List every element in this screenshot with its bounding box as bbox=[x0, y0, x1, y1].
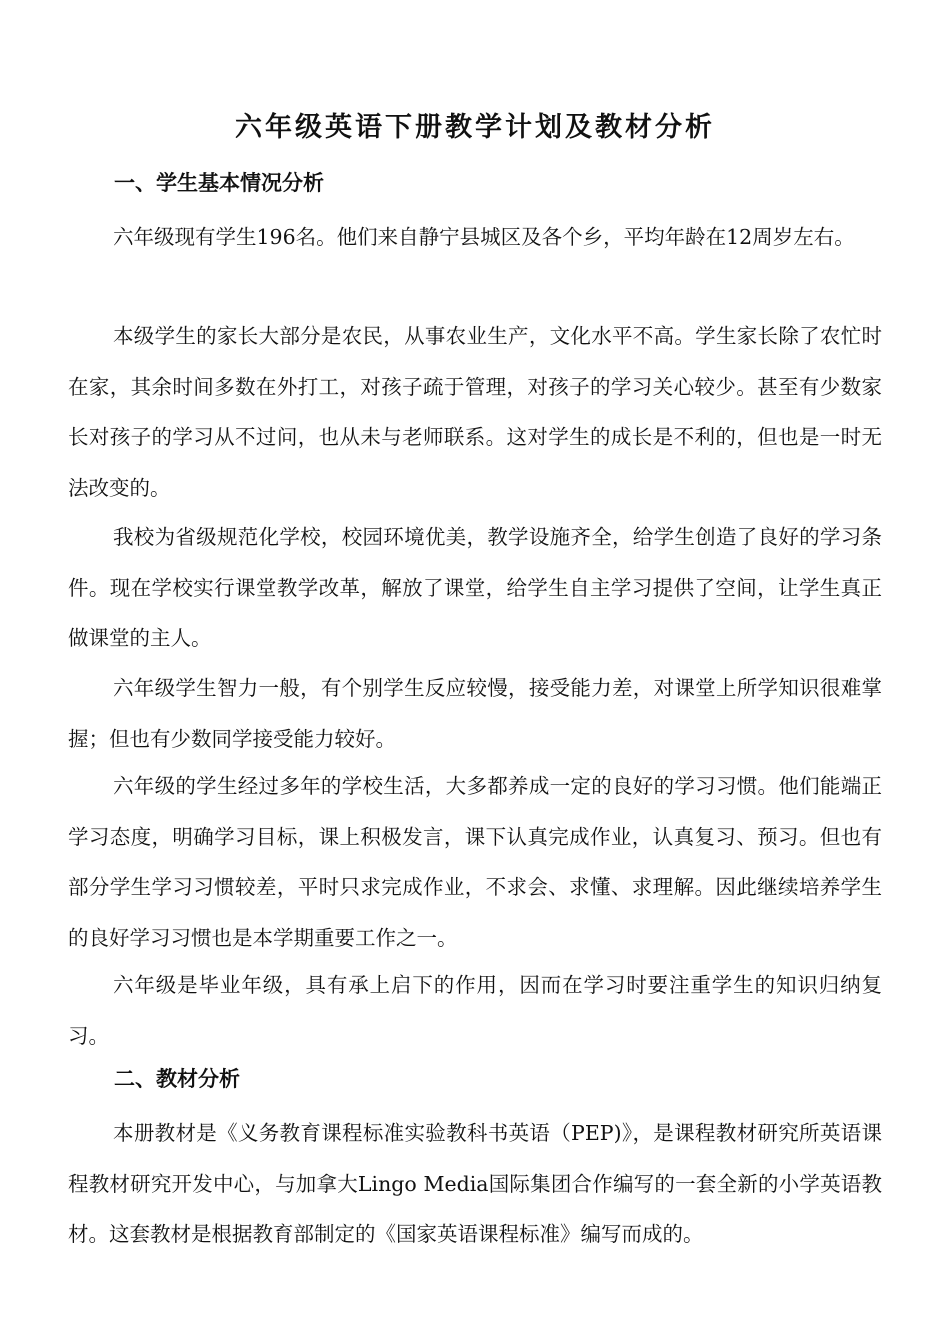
section-heading-textbook-analysis: 二、教材分析 bbox=[114, 1067, 240, 1091]
document-title: 六年级英语下册教学计划及教材分析 bbox=[235, 112, 715, 143]
paragraph: 六年级现有学生196名。他们来自静宁县城区及各个乡，平均年龄在12周岁左右。 bbox=[113, 225, 855, 249]
paragraph: 六年级是毕业年级，具有承上启下的作用，因而在学习时要注重学生的知识归纳复习。 bbox=[68, 973, 882, 1048]
paragraph: 六年级的学生经过多年的学校生活，大多都养成一定的良好的学习习惯。他们能端正学习态度，明确学习目标，课上积极发言，课下认真完成作业，认真复习、预习。但也有部分学生学习习惯较差，平时只求完成作业，不求会、求懂、求理解。因此继续培养学生的良好学习习惯也是本学期重要工作之一。 bbox=[68, 774, 882, 950]
paragraph: 六年级学生智力一般，有个别学生反应较慢，接受能力差，对课堂上所学知识很难掌握；但也有少数同学接受能力较好。 bbox=[68, 676, 882, 751]
paragraph: 本册教材是《义务教育课程标准实验教科书英语（PEP)》，是课程教材研究所英语课程教材研究开发中心，与加拿大Lingo Media国际集团合作编写的一套全新的小学英语教材。这套教材是根据教育部制定的《国家英语课程标准》编写而成的。 bbox=[68, 1121, 882, 1246]
paragraph: 我校为省级规范化学校，校园环境优美，教学设施齐全，给学生创造了良好的学习条件。现在学校实行课堂教学改革，解放了课堂，给学生自主学习提供了空间，让学生真正做课堂的主人。 bbox=[68, 525, 882, 650]
paragraph: 本级学生的家长大部分是农民，从事农业生产，文化水平不高。学生家长除了农忙时在家，其余时间多数在外打工，对孩子疏于管理，对孩子的学习关心较少。甚至有少数家长对孩子的学习从不过问，也从未与老师联系。这对学生的成长是不利的，但也是一时无法改变的。 bbox=[68, 324, 882, 500]
section-heading-student-analysis: 一、学生基本情况分析 bbox=[114, 171, 324, 195]
